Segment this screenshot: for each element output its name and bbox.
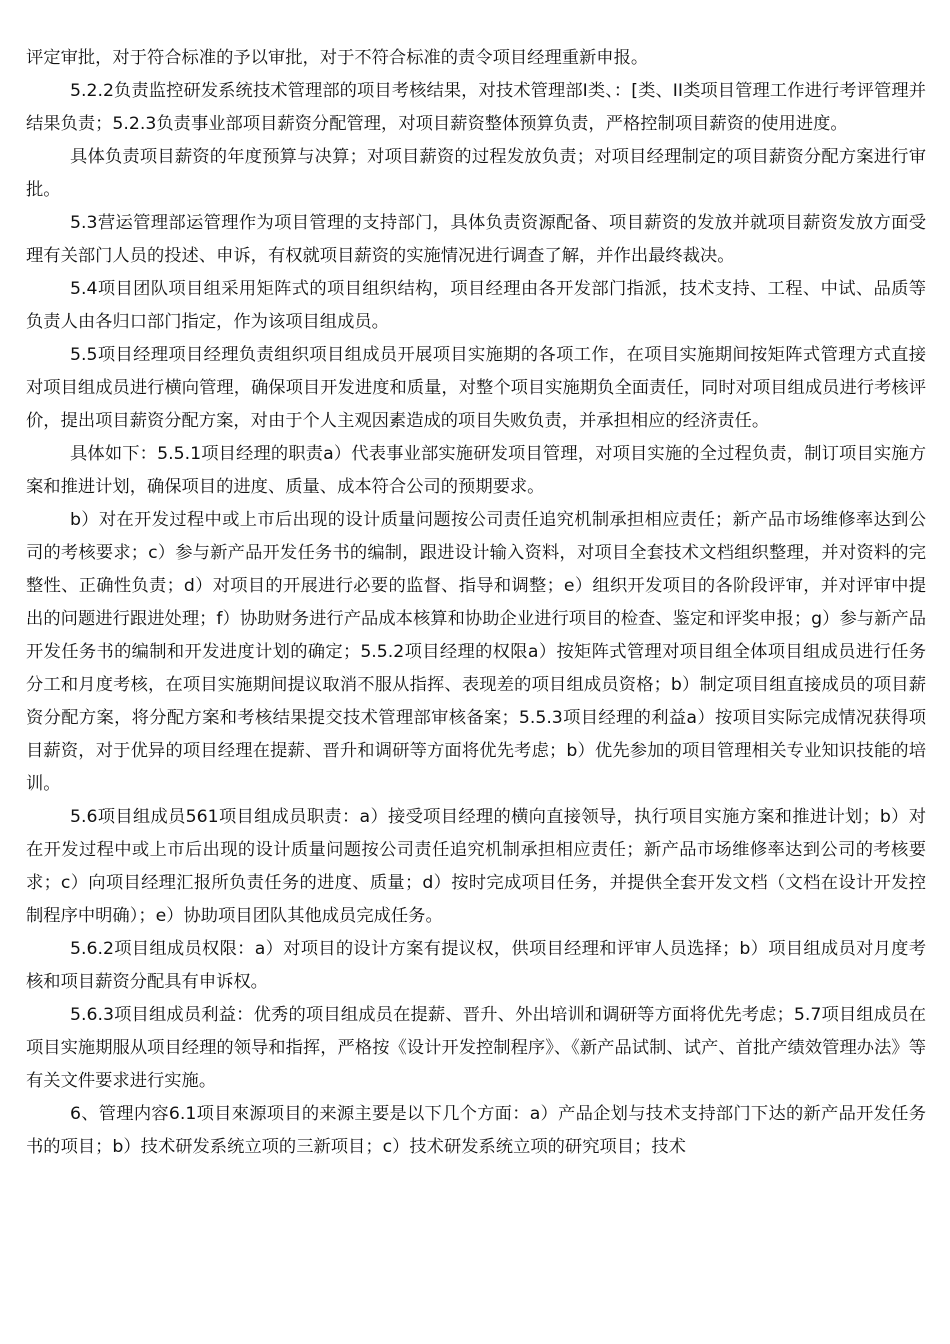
paragraph-3: 具体负责项目薪资的年度预算与决算；对项目薪资的过程发放负责；对项目经理制定的项目薪资分配方案进行审批。 bbox=[26, 147, 926, 200]
paragraph-5: 5.4项目团队项目组采用矩阵式的项目组织结构，项目经理由各开发部门指派，技术支持、工程、中试、品质等负责人由各归口部门指定，作为该项目组成员。 bbox=[26, 279, 926, 332]
paragraph-10: 5.6.2项目组成员权限：a）对项目的设计方案有提议权，供项目经理和评审人员选择；b）项目组成员对月度考核和项目薪资分配具有申诉权。 bbox=[26, 939, 926, 992]
paragraph-2: 5.2.2负责监控研发系统技术管理部的项目考核结果，对技术管理部I类、：[类、II类项目管理工作进行考评管理并结果负责；5.2.3负责事业部项目薪资分配管理，对项目薪资整体预算负责，严格控制项目薪资的使用进度。 bbox=[26, 81, 926, 134]
paragraph-6: 5.5项目经理项目经理负责组织项目组成员开展项目实施期的各项工作，在项目实施期间按矩阵式管理方式直接对项目组成员进行横向管理，确保项目开发进度和质量，对整个项目实施期负全面责任，同时对项目组成员进行考核评价，提出项目薪资分配方案，对由于个人主观因素造成的项目失败负责，并承担相应的经济责任。 bbox=[26, 345, 926, 431]
paragraph-4: 5.3营运管理部运管理作为项目管理的支持部门，具体负责资源配备、项目薪资的发放并就项目薪资发放方面受理有关部门人员的投述、申诉，有权就项目薪资的实施情况进行调查了解，并作出最终裁决。 bbox=[26, 213, 926, 266]
paragraph-1: 评定审批，对于符合标准的予以审批，对于不符合标准的责令项目经理重新申报。 bbox=[26, 48, 649, 68]
paragraph-11: 5.6.3项目组成员利益：优秀的项目组成员在提薪、晋升、外出培训和调研等方面将优先考虑；5.7项目组成员在项目实施期服从项目经理的领导和指挥，严格按《设计开发控制程序》、《新产品试制、试产、首批产绩效管理办法》等有关文件要求进行实施。 bbox=[26, 1005, 926, 1091]
paragraph-7: 具体如下：5.5.1项目经理的职责a）代表事业部实施研发项目管理，对项目实施的全过程负责，制订项目实施方案和推进计划，确保项目的进度、质量、成本符合公司的预期要求。 bbox=[26, 444, 926, 497]
paragraph-8: b）对在开发过程中或上市后出现的设计质量问题按公司责任追究机制承担相应责任；新产品市场维修率达到公司的考核要求；c）参与新产品开发任务书的编制，跟进设计输入资料，对项目全套技术文档组织整理，并对资料的完整性、正确性负责；d）对项目的开展进行必要的监督、指导和调整；e）组织开发项目的各阶段评审，并对评审中提出的问题进行跟进处理；f）协助财务进行产品成本核算和协助企业进行项目的检查、鉴定和评奖申报；g）参与新产品开发任务书的编制和开发进度计划的确定；5.5.2项目经理的权限a）按矩阵式管理对项目组全体项目组成员进行任务分工和月度考核，在项目实施期间提议取消不服从指挥、表现差的项目组成员资格；b）制定项目组直接成员的项目薪资分配方案，将分配方案和考核结果提交技术管理部审核备案；5.5.3项目经理的利益a）按项目实际完成情况获得项目薪资，对于优异的项目经理在提薪、晋升和调研等方面将优先考虑；b）优先参加的项目管理相关专业知识技能的培训。 bbox=[26, 510, 926, 794]
paragraph-12: 6、管理内容6.1项目來源项目的来源主要是以下几个方面：a）产品企划与技术支持部门下达的新产品开发任务书的项目；b）技术研发系统立项的三新项目；c）技术研发系统立项的研究项目；技术 bbox=[26, 1104, 926, 1157]
paragraph-9: 5.6项目组成员561项目组成员职责：a）接受项目经理的横向直接领导，执行项目实施方案和推进计划；b）对在开发过程中或上市后出现的设计质量问题按公司责任追究机制承担相应责任；新产品市场维修率达到公司的考核要求；c）向项目经理汇报所负责任务的进度、质量；d）按时完成项目任务，并提供全套开发文档（文档在设计开发控制程序中明确）；e）协助项目团队其他成员完成任务。 bbox=[26, 807, 926, 926]
